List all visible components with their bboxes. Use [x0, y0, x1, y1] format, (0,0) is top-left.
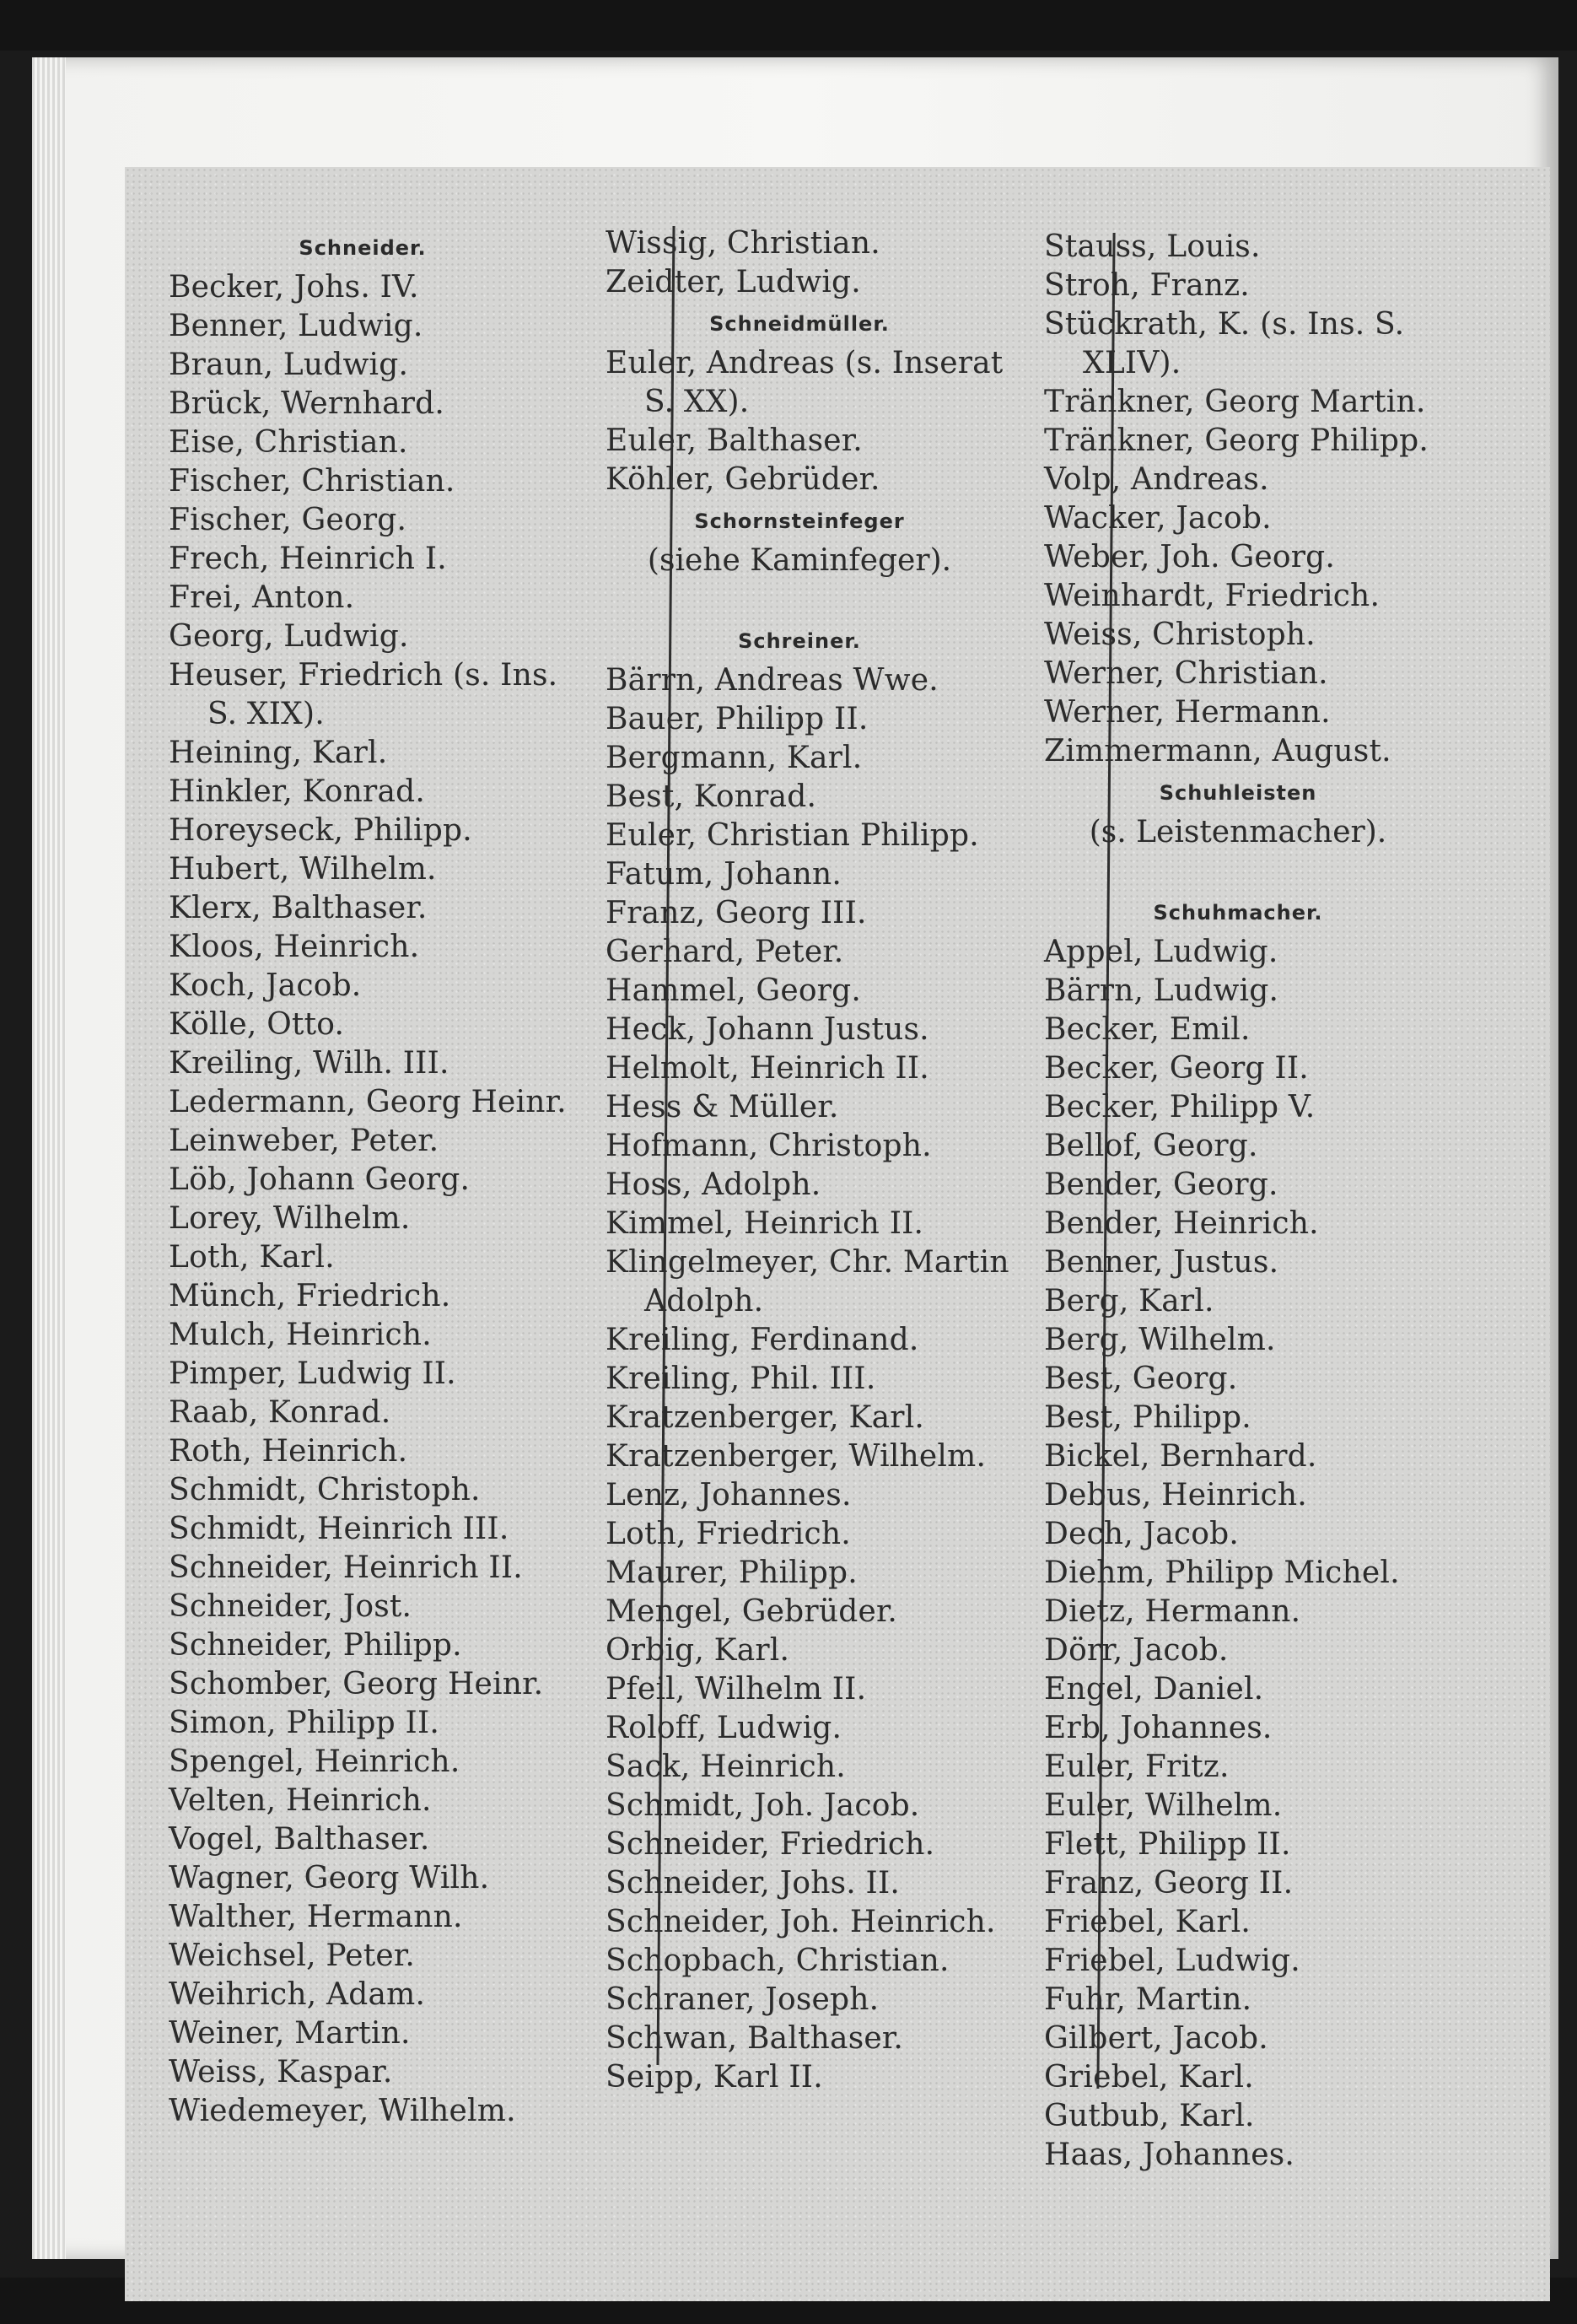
section-heading: Schornsteinfeger	[694, 510, 905, 533]
directory-entry: Engel, Daniel.	[1044, 1672, 1264, 1707]
directory-entry: Becker, Johs. IV.	[169, 270, 419, 305]
directory-entry: Weiss, Kaspar.	[169, 2055, 393, 2089]
directory-entry: Tränkner, Georg Philipp.	[1044, 423, 1429, 458]
directory-entry: Roloff, Ludwig.	[606, 1711, 842, 1745]
directory-entry: Becker, Philipp V.	[1044, 1090, 1316, 1124]
directory-entry: Zimmermann, August.	[1044, 734, 1391, 768]
directory-entry: Kreiling, Phil. III.	[606, 1362, 876, 1396]
directory-entry: Hinkler, Konrad.	[169, 774, 426, 809]
directory-entry: Fischer, Georg.	[169, 503, 407, 537]
directory-entry: Maurer, Philipp.	[606, 1556, 858, 1590]
directory-entry: Schneider, Johs. II.	[606, 1866, 901, 1901]
directory-entry: Friebel, Karl.	[1044, 1905, 1251, 1939]
section-heading: Schreiner.	[738, 629, 861, 653]
directory-entry: Kratzenberger, Karl.	[606, 1400, 925, 1435]
section-heading: Schuhmacher.	[1153, 901, 1323, 925]
directory-entry: Haas, Johannes.	[1044, 2138, 1295, 2172]
directory-entry: Frech, Heinrich I.	[169, 542, 447, 576]
directory-entry: Schmidt, Heinrich III.	[169, 1512, 509, 1546]
directory-entry: Zeidter, Ludwig.	[606, 265, 861, 299]
directory-entry: Hofmann, Christoph.	[606, 1129, 932, 1163]
directory-entry: Klerx, Balthaser.	[169, 891, 428, 925]
directory-entry: Velten, Heinrich.	[169, 1783, 432, 1818]
directory-entry: Flett, Philipp II.	[1044, 1827, 1291, 1862]
directory-entry: Koch, Jacob.	[169, 968, 362, 1003]
directory-entry: Loth, Friedrich.	[606, 1517, 851, 1551]
directory-entry: XLIV).	[1083, 346, 1181, 380]
directory-entry: Simon, Philipp II.	[169, 1706, 440, 1740]
directory-entry: Erb, Johannes.	[1044, 1711, 1273, 1745]
directory-entry: Bärrn, Andreas Wwe.	[606, 663, 939, 698]
directory-entry: Debus, Heinrich.	[1044, 1478, 1307, 1512]
directory-entry: Wiedemeyer, Wilhelm.	[169, 2094, 516, 2128]
directory-entry: Euler, Andreas (s. Inserat	[606, 346, 1004, 380]
directory-entry: Horeyseck, Philipp.	[169, 813, 472, 848]
directory-entry: Braun, Ludwig.	[169, 348, 409, 382]
directory-entry: Benner, Justus.	[1044, 1245, 1279, 1280]
directory-entry: Pimper, Ludwig II.	[169, 1356, 456, 1391]
directory-entry: Helmolt, Heinrich II.	[606, 1051, 929, 1086]
directory-entry: Heuser, Friedrich (s. Ins.	[169, 658, 558, 693]
cross-reference-note: (siehe Kaminfeger).	[647, 543, 952, 578]
directory-entry: Schneider, Joh. Heinrich.	[606, 1905, 996, 1939]
directory-entry: Weiss, Christoph.	[1044, 617, 1316, 652]
directory-entry: Euler, Christian Philipp.	[606, 818, 979, 853]
page	[32, 57, 1558, 2259]
directory-entry: Kölle, Otto.	[169, 1007, 345, 1042]
directory-entry: Becker, Georg II.	[1044, 1051, 1309, 1086]
directory-entry: Löb, Johann Georg.	[169, 1162, 471, 1197]
directory-entry: Frei, Anton.	[169, 580, 355, 615]
directory-entry: Stauss, Louis.	[1044, 229, 1261, 264]
directory-entry: Bellof, Georg.	[1044, 1129, 1258, 1163]
directory-entry: Dech, Jacob.	[1044, 1517, 1240, 1551]
directory-entry: Raab, Konrad.	[169, 1395, 391, 1430]
directory-entry: Eise, Christian.	[169, 425, 408, 460]
directory-entry: Kreiling, Ferdinand.	[606, 1323, 919, 1357]
directory-entry: Schmidt, Christoph.	[169, 1473, 481, 1507]
printed-area	[125, 167, 1550, 2301]
directory-entry: Lenz, Johannes.	[606, 1478, 852, 1512]
directory-entry: Schneider, Heinrich II.	[169, 1550, 523, 1585]
directory-entry: Euler, Wilhelm.	[1044, 1788, 1283, 1823]
directory-entry: Vogel, Balthaser.	[169, 1822, 430, 1857]
directory-entry: Georg, Ludwig.	[169, 619, 409, 654]
directory-entry: Weihrich, Adam.	[169, 1977, 426, 2012]
directory-entry: S. XIX).	[207, 697, 325, 731]
directory-entry: Adolph.	[644, 1284, 764, 1318]
directory-entry: Kratzenberger, Wilhelm.	[606, 1439, 987, 1474]
directory-entry: Mulch, Heinrich.	[169, 1318, 432, 1352]
directory-entry: S. XX).	[644, 385, 750, 419]
directory-entry: Bauer, Philipp II.	[606, 702, 869, 736]
directory-entry: Pfeil, Wilhelm II.	[606, 1672, 867, 1707]
directory-entry: Gilbert, Jacob.	[1044, 2021, 1268, 2056]
directory-entry: Bickel, Bernhard.	[1044, 1439, 1317, 1474]
section-heading: Schneidmüller.	[709, 312, 890, 336]
directory-entry: Wissig, Christian.	[606, 226, 880, 261]
directory-entry: Bender, Georg.	[1044, 1167, 1278, 1202]
directory-entry: Münch, Friedrich.	[169, 1279, 451, 1313]
directory-entry: Spengel, Heinrich.	[169, 1744, 460, 1779]
directory-entry: Schneider, Friedrich.	[606, 1827, 935, 1862]
directory-entry: Weinhardt, Friedrich.	[1044, 579, 1381, 613]
directory-entry: Berg, Wilhelm.	[1044, 1323, 1276, 1357]
directory-entry: Schopbach, Christian.	[606, 1944, 950, 1978]
directory-entry: Hess & Müller.	[606, 1090, 839, 1124]
directory-entry: Ledermann, Georg Heinr.	[169, 1085, 567, 1119]
directory-entry: Best, Georg.	[1044, 1362, 1238, 1396]
directory-entry: Seipp, Karl II.	[606, 2060, 823, 2095]
directory-entry: Werner, Hermann.	[1044, 695, 1331, 730]
directory-entry: Friebel, Ludwig.	[1044, 1944, 1300, 1978]
directory-entry: Schneider, Jost.	[169, 1589, 412, 1624]
directory-entry: Schmidt, Joh. Jacob.	[606, 1788, 920, 1823]
directory-entry: Gutbub, Karl.	[1044, 2099, 1255, 2133]
directory-entry: Franz, Georg II.	[1044, 1866, 1294, 1901]
column-3	[1044, 228, 1577, 2175]
directory-entry: Euler, Fritz.	[1044, 1750, 1230, 1784]
directory-entry: Schomber, Georg Heinr.	[169, 1667, 544, 1701]
directory-entry: Fuhr, Martin.	[1044, 1982, 1252, 2017]
directory-entry: Mengel, Gebrüder.	[606, 1594, 898, 1629]
directory-entry: Walther, Hermann.	[169, 1900, 463, 1934]
directory-entry: Bergmann, Karl.	[606, 741, 863, 775]
directory-entry: Fischer, Christian.	[169, 464, 455, 499]
directory-entry: Benner, Ludwig.	[169, 309, 423, 343]
directory-entry: Stroh, Franz.	[1044, 268, 1250, 303]
directory-entry: Best, Philipp.	[1044, 1400, 1251, 1435]
directory-entry: Appel, Ludwig.	[1044, 935, 1278, 969]
directory-entry: Hammel, Georg.	[606, 973, 862, 1008]
directory-entry: Kreiling, Wilh. III.	[169, 1046, 449, 1081]
directory-entry: Weiner, Martin.	[169, 2016, 411, 2051]
directory-entry: Klingelmeyer, Chr. Martin	[606, 1245, 1009, 1280]
directory-entry: Kimmel, Heinrich II.	[606, 1206, 924, 1241]
directory-entry: Hubert, Wilhelm.	[169, 852, 437, 887]
directory-entry: Wacker, Jacob.	[1044, 501, 1272, 536]
directory-entry: Lorey, Wilhelm.	[169, 1201, 411, 1236]
directory-entry: Wagner, Georg Wilh.	[169, 1861, 490, 1895]
directory-entry: Brück, Wernhard.	[169, 386, 445, 421]
directory-entry: Kloos, Heinrich.	[169, 930, 420, 964]
directory-entry: Bärrn, Ludwig.	[1044, 973, 1279, 1008]
directory-entry: Berg, Karl.	[1044, 1284, 1214, 1318]
directory-entry: Roth, Heinrich.	[169, 1434, 408, 1469]
directory-entry: Schraner, Joseph.	[606, 1982, 880, 2017]
directory-entry: Werner, Christian.	[1044, 656, 1328, 691]
directory-entry: Dietz, Hermann.	[1044, 1594, 1301, 1629]
directory-entry: Schneider, Philipp.	[169, 1628, 462, 1663]
directory-entry: Fatum, Johann.	[606, 857, 842, 892]
directory-entry: Köhler, Gebrüder.	[606, 462, 880, 497]
directory-entry: Hoss, Adolph.	[606, 1167, 821, 1202]
directory-entry: Stückrath, K. (s. Ins. S.	[1044, 307, 1405, 342]
directory-entry: Becker, Emil.	[1044, 1012, 1251, 1047]
directory-entry: Griebel, Karl.	[1044, 2060, 1254, 2095]
directory-entry: Gerhard, Peter.	[606, 935, 844, 969]
directory-entry: Franz, Georg III.	[606, 896, 867, 930]
directory-entry: Volp, Andreas.	[1044, 462, 1269, 497]
directory-entry: Heining, Karl.	[169, 736, 388, 770]
directory-entry: Loth, Karl.	[169, 1240, 335, 1275]
directory-entry: Diehm, Philipp Michel.	[1044, 1556, 1400, 1590]
directory-entry: Best, Konrad.	[606, 779, 817, 814]
directory-entry: Orbig, Karl.	[606, 1633, 790, 1668]
directory-entry: Heck, Johann Justus.	[606, 1012, 929, 1047]
section-heading: Schneider.	[299, 236, 427, 260]
directory-entry: Dörr, Jacob.	[1044, 1633, 1229, 1668]
directory-entry: Weber, Joh. Georg.	[1044, 540, 1336, 574]
directory-entry: Bender, Heinrich.	[1044, 1206, 1319, 1241]
directory-entry: Sack, Heinrich.	[606, 1750, 846, 1784]
directory-entry: Leinweber, Peter.	[169, 1124, 439, 1158]
directory-entry: Euler, Balthaser.	[606, 423, 863, 458]
section-heading: Schuhleisten	[1159, 781, 1317, 805]
cross-reference-note: (s. Leistenmacher).	[1089, 815, 1387, 849]
directory-entry: Tränkner, Georg Martin.	[1044, 385, 1426, 419]
directory-entry: Schwan, Balthaser.	[606, 2021, 903, 2056]
page-edges	[32, 57, 66, 2259]
directory-entry: Weichsel, Peter.	[169, 1938, 415, 1973]
